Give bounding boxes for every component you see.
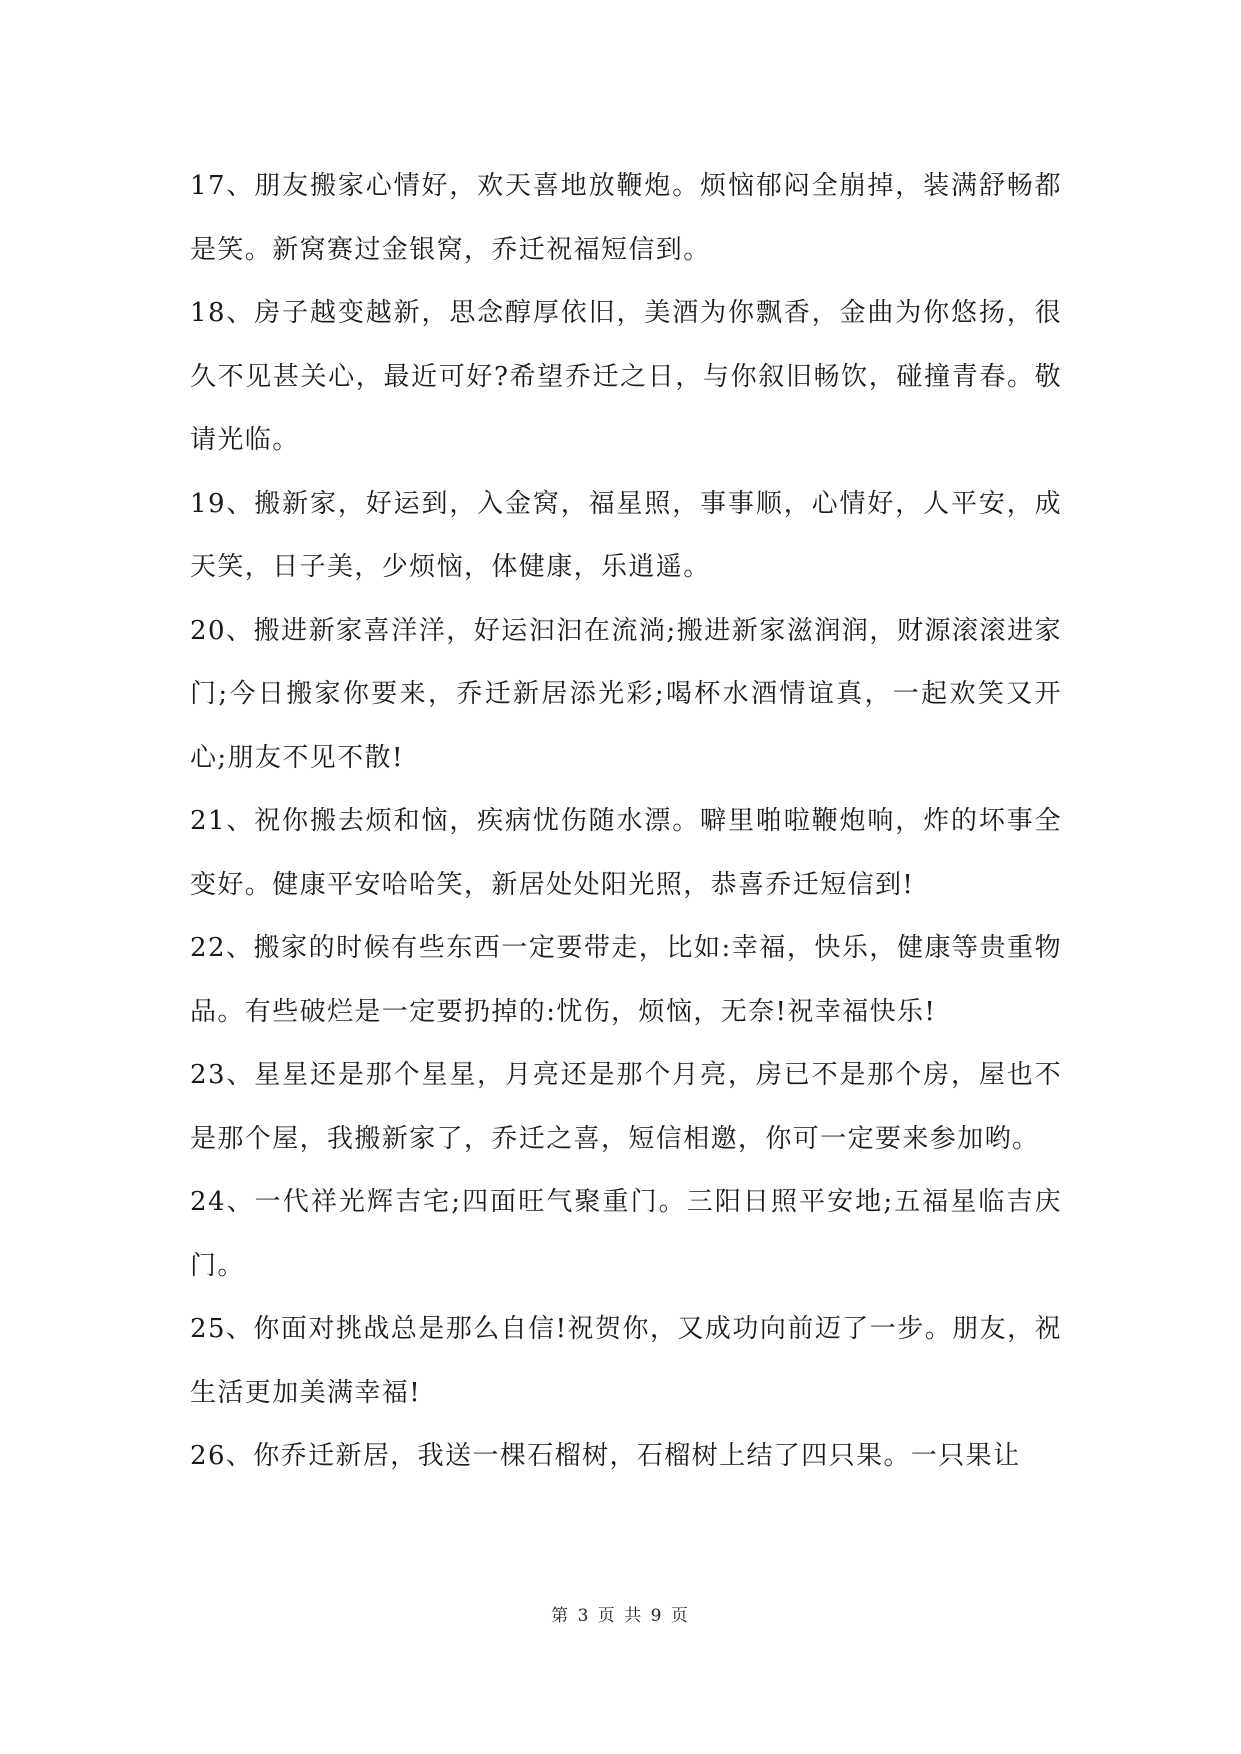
paragraph-20: 20、搬进新家喜洋洋，好运汩汩在流淌;搬进新家滋润润，财源滚滚进家门;今日搬家你要来，乔迁新居添光彩;喝杯水酒情谊真，一起欢笑又开心;朋友不见不散!: [190, 615, 1062, 773]
paragraph-26: 26、你乔迁新居，我送一棵石榴树，石榴树上结了四只果。一只果让: [190, 1441, 1021, 1471]
page-footer: 第 3 页 共 9 页: [551, 1606, 690, 1626]
paragraph-24: 24、一代祥光辉吉宅;四面旺气聚重门。三阳日照平安地;五福星临吉庆门。: [190, 1187, 1062, 1281]
paragraph-21: 21、祝你搬去烦和恼，疾病忧伤随水漂。噼里啪啦鞭炮响，炸的坏事全变好。健康平安哈哈笑，新居处处阳光照，恭喜乔迁短信到!: [190, 806, 1062, 900]
paragraph-19: 19、搬新家，好运到，入金窝，福星照，事事顺，心情好，人平安，成天笑，日子美，少烦恼，体健康，乐逍遥。: [190, 488, 1062, 582]
paragraph-18: 18、房子越变越新，思念醇厚依旧，美酒为你飘香，金曲为你悠扬，很久不见甚关心，最近可好?希望乔迁之日，与你叙旧畅饮，碰撞青春。敬请光临。: [190, 298, 1062, 455]
paragraph-23: 23、星星还是那个星星，月亮还是那个月亮，房已不是那个房，屋也不是那个屋，我搬新家了，乔迁之喜，短信相邀，你可一定要来参加哟。: [190, 1060, 1062, 1154]
document-body: [190, 155, 1062, 1489]
paragraph-25: 25、你面对挑战总是那么自信!祝贺你，又成功向前迈了一步。朋友，祝生活更加美满幸福!: [190, 1314, 1062, 1408]
paragraph-17: 17、朋友搬家心情好，欢天喜地放鞭炮。烦恼郁闷全崩掉，装满舒畅都是笑。新窝赛过金银窝，乔迁祝福短信到。: [190, 171, 1062, 265]
paragraph-22: 22、搬家的时候有些东西一定要带走，比如:幸福，快乐，健康等贵重物品。有些破烂是一定要扔掉的:忧伤，烦恼，无奈!祝幸福快乐!: [190, 933, 1062, 1027]
